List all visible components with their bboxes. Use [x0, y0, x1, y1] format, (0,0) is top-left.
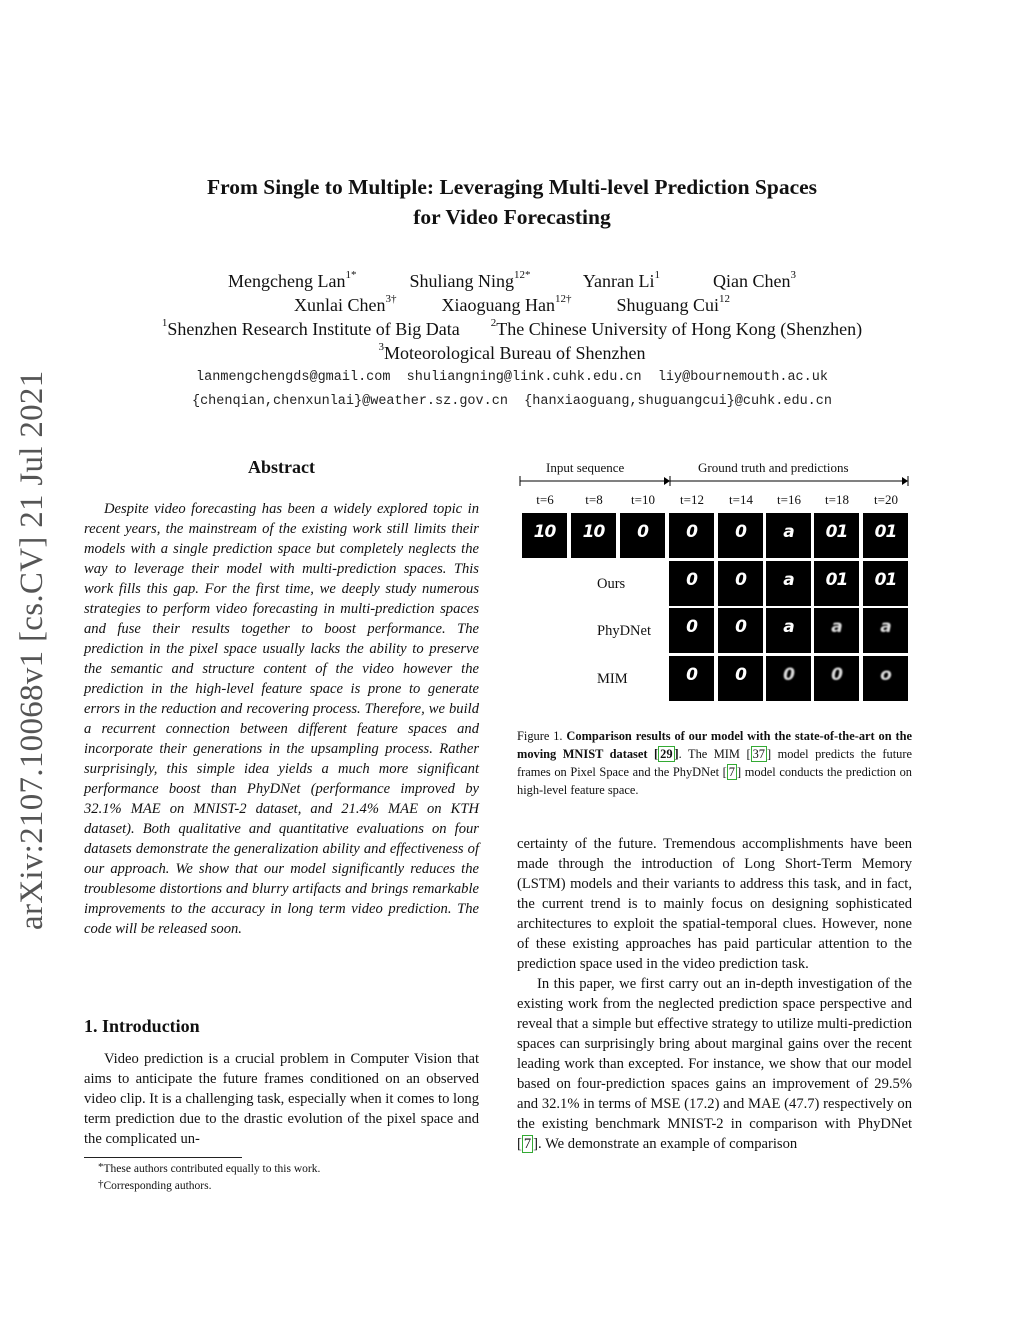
author-name: Xunlai Chen [294, 295, 386, 315]
frame-digit: 0 [686, 664, 697, 685]
affiliation-line-1: $^1$Shenzhen Research Institute of Big Data $^2$The Chinese University of Hong Kong (Shenzhen) [161, 317, 863, 339]
ground-truth-frame [766, 513, 811, 558]
frame-digit: 01 [825, 569, 848, 590]
paper-title [0, 172, 1024, 232]
arxiv-side-label: arXiv:2107.10068v1 [cs.CV] 21 Jul 2021 [14, 370, 50, 930]
time-label: t=6 [536, 492, 554, 507]
frame-digit: 0 [735, 522, 746, 542]
row-label-ours: Ours [597, 576, 626, 592]
frame-digit: 10 [533, 522, 556, 542]
phydnet-frame [863, 608, 908, 653]
mim-frame [863, 656, 908, 701]
frame-digit: a [783, 522, 794, 542]
ours-frame [863, 561, 908, 606]
ours-frame [718, 561, 763, 606]
time-label: t=10 [631, 492, 655, 507]
mim-frame [814, 656, 859, 701]
frame-digit: a [831, 617, 842, 637]
frame-digit: 01 [874, 522, 897, 542]
abstract-text: Despite video forecasting has been a widely explored topic in recent years, the mainstream of the existing work still limits their models with a single prediction space but completely neglects the way to leverage their model with multi-prediction spaces. This work fills this gap. For the first time, we deeply study numerous strategies to perform video forecasting in multi-prediction spaces and fuse their results together to boost performance. The prediction in the pixel space usually lacks the ability to preserve the semantic and structure content of the video however the prediction in the high-level feature space is prone to generate errors in the reduction and recovering process. Therefore, we build a recurrent connection between different feature spaces and incorporate their generations in the upsampling process. Rather surprisingly, this simple idea yields a much more significant performance boost than PhyDNet (performance improved by 32.1% MAE on MNIST-2 dataset, and 21.4% MAE on KTH dataset). Both qualitative and quantitative evaluations on four datasets demonstrate the generalization ability and effectiveness of our approach. We show that our model significantly reduces the troublesome distortions and blurry artifacts and brings remarkable improvements to the accuracy in long term video prediction. The code will be released soon. [84, 501, 479, 937]
mim-frame [718, 656, 763, 701]
phydnet-frame [814, 608, 859, 653]
ground-truth-frame [814, 513, 859, 558]
author-line-1: Mengcheng Lan$^{1*}$ Shuliang Ning$^{12*}$ Yanran Li$^1$ Qian Chen$^3$ [228, 269, 796, 291]
phydnet-frame [669, 608, 714, 653]
author-name: Shuliang Ning [409, 271, 514, 291]
time-label: t=14 [729, 492, 753, 507]
citation-link[interactable]: 37 [752, 747, 765, 761]
intro-right-column [517, 834, 912, 1154]
affiliation-line-2: $^3$Moteorological Bureau of Shenzhen [378, 341, 646, 363]
ground-truth-frame [863, 513, 908, 558]
frame-digit: o [880, 664, 891, 685]
figure-header-arrows [518, 474, 910, 488]
ground-truth-frame [669, 513, 714, 558]
ground-truth-frame [718, 513, 763, 558]
frame-digit: 0 [783, 664, 794, 685]
abstract-body [84, 499, 479, 939]
frame-digit: 01 [825, 522, 848, 542]
time-label: t=18 [825, 492, 849, 507]
title-line-2: for Video Forecasting [413, 205, 611, 229]
frame-digit: 01 [874, 569, 897, 590]
email-line-1: lanmengchengds@gmail.com shuliangning@link.cuhk.edu.cn liy@bournemouth.ac.uk [196, 370, 828, 385]
citation-link[interactable]: 7 [728, 765, 735, 779]
row-label-mim: MIM [597, 671, 628, 687]
frame-digit: 10 [582, 522, 605, 542]
citation-link[interactable]: 7 [523, 1136, 532, 1152]
email-line-2: {chenqian,chenxunlai}@weather.sz.gov.cn {hanxiaoguang,shuguangcui}@cuhk.edu.cn [191, 394, 832, 409]
time-label: t=8 [585, 492, 603, 507]
section-heading: 1. Introduction [84, 1016, 200, 1036]
phydnet-frame [766, 608, 811, 653]
time-label: t=12 [680, 492, 704, 507]
frame-digit: 0 [686, 617, 697, 637]
author-name: Xiaoguang Han [441, 295, 555, 315]
author-line-2: Xunlai Chen$^{3\dagger}$ Xiaoguang Han$^{12\dagger}$ Shuguang Cui$^{12}$ [294, 293, 730, 315]
phydnet-frame [718, 608, 763, 653]
frame-digit: a [783, 569, 794, 590]
intro-paragraph-cont: certainty of the future. Tremendous accomplishments have been made through the introduction of Long Short-Term Memory (LSTM) models and their variants to address this task, and in fact, the current trend is to mainly focus on designing sophisticated architectures to exploit the spatial-temporal clues. However, none of these existing approaches has paid particular attention to the prediction space used in the video prediction task. [517, 836, 912, 972]
frame-digit: 0 [686, 569, 697, 590]
frame-digit: a [783, 617, 794, 637]
ours-frame [814, 561, 859, 606]
frame-digit: 0 [686, 522, 697, 542]
time-label: t=16 [777, 492, 801, 507]
frame-digit: a [880, 617, 891, 637]
affiliation: Moteorological Bureau of Shenzhen [384, 343, 646, 363]
author-name: Qian Chen [713, 271, 791, 291]
footnote-rule [84, 1157, 242, 1158]
time-label: t=20 [874, 492, 898, 507]
ours-frame [766, 561, 811, 606]
intro-paragraph: Video prediction is a crucial problem in Computer Vision that aims to anticipate the future frames conditioned on an observed video clip. It is a challenging task, especially when it comes to long term prediction due to the drastic evolution of the pixel space and the complicated un- [84, 1051, 479, 1147]
frame-digit: 0 [735, 569, 746, 590]
frame-digit: 0 [735, 617, 746, 637]
frame-digit: 0 [735, 664, 746, 685]
affiliation: The Chinese University of Hong Kong (Shenzhen) [496, 319, 863, 339]
ours-frame [669, 561, 714, 606]
row-label-phydnet: PhyDNet [597, 623, 651, 639]
frame-digit: 0 [637, 522, 648, 542]
input-frame [571, 513, 616, 558]
citation-link[interactable]: 29 [660, 747, 673, 761]
title-line-1: From Single to Multiple: Leveraging Multi-level Prediction Spaces [206, 175, 818, 199]
footnote-1: *These authors contributed equally to this work. [98, 1161, 321, 1175]
author-name: Yanran Li [582, 271, 655, 291]
footnote-2: †Corresponding authors. [98, 1178, 212, 1192]
intro-left-column [84, 1049, 479, 1149]
figure-header-predictions: Ground truth and predictions [698, 460, 849, 475]
affiliation: Shenzhen Research Institute of Big Data [167, 319, 460, 339]
input-frame [522, 513, 567, 558]
figure-caption: Figure 1. Comparison results of our model with the state-of-the-art on the moving MNIST dataset [ 29 ]. The MIM [ 37 ] model predicts the future frames on Pixel Space and the PhyDNet [ 7 ] model conducts the prediction on high-level feature space. [517, 729, 913, 797]
intro-paragraph-2: In this paper, we first carry out an in-depth investigation of the existing work from the neglected prediction space perspective and reveal that a simple but effective strategy to utilize multi-prediction spaces can surprisingly bring about marginal gains over the recent leading work than excepted. For instance, we show that our model based on four-prediction spaces gains an improvement of 29.5% and 32.1% in terms of MSE (17.2) and MAE (47.7) respectively on the existing benchmark MNIST-2 in comparison with PhyDNet [ 7 ]. We demonstrate an example of comparison [517, 976, 912, 1152]
figure-header-input: Input sequence [546, 460, 625, 475]
abstract-heading: Abstract [248, 457, 315, 477]
mim-frame [766, 656, 811, 701]
mim-frame [669, 656, 714, 701]
author-name: Shuguang Cui [616, 295, 719, 315]
input-frame [620, 513, 665, 558]
frame-digit: 0 [831, 664, 842, 685]
author-name: Mengcheng Lan [228, 271, 346, 291]
